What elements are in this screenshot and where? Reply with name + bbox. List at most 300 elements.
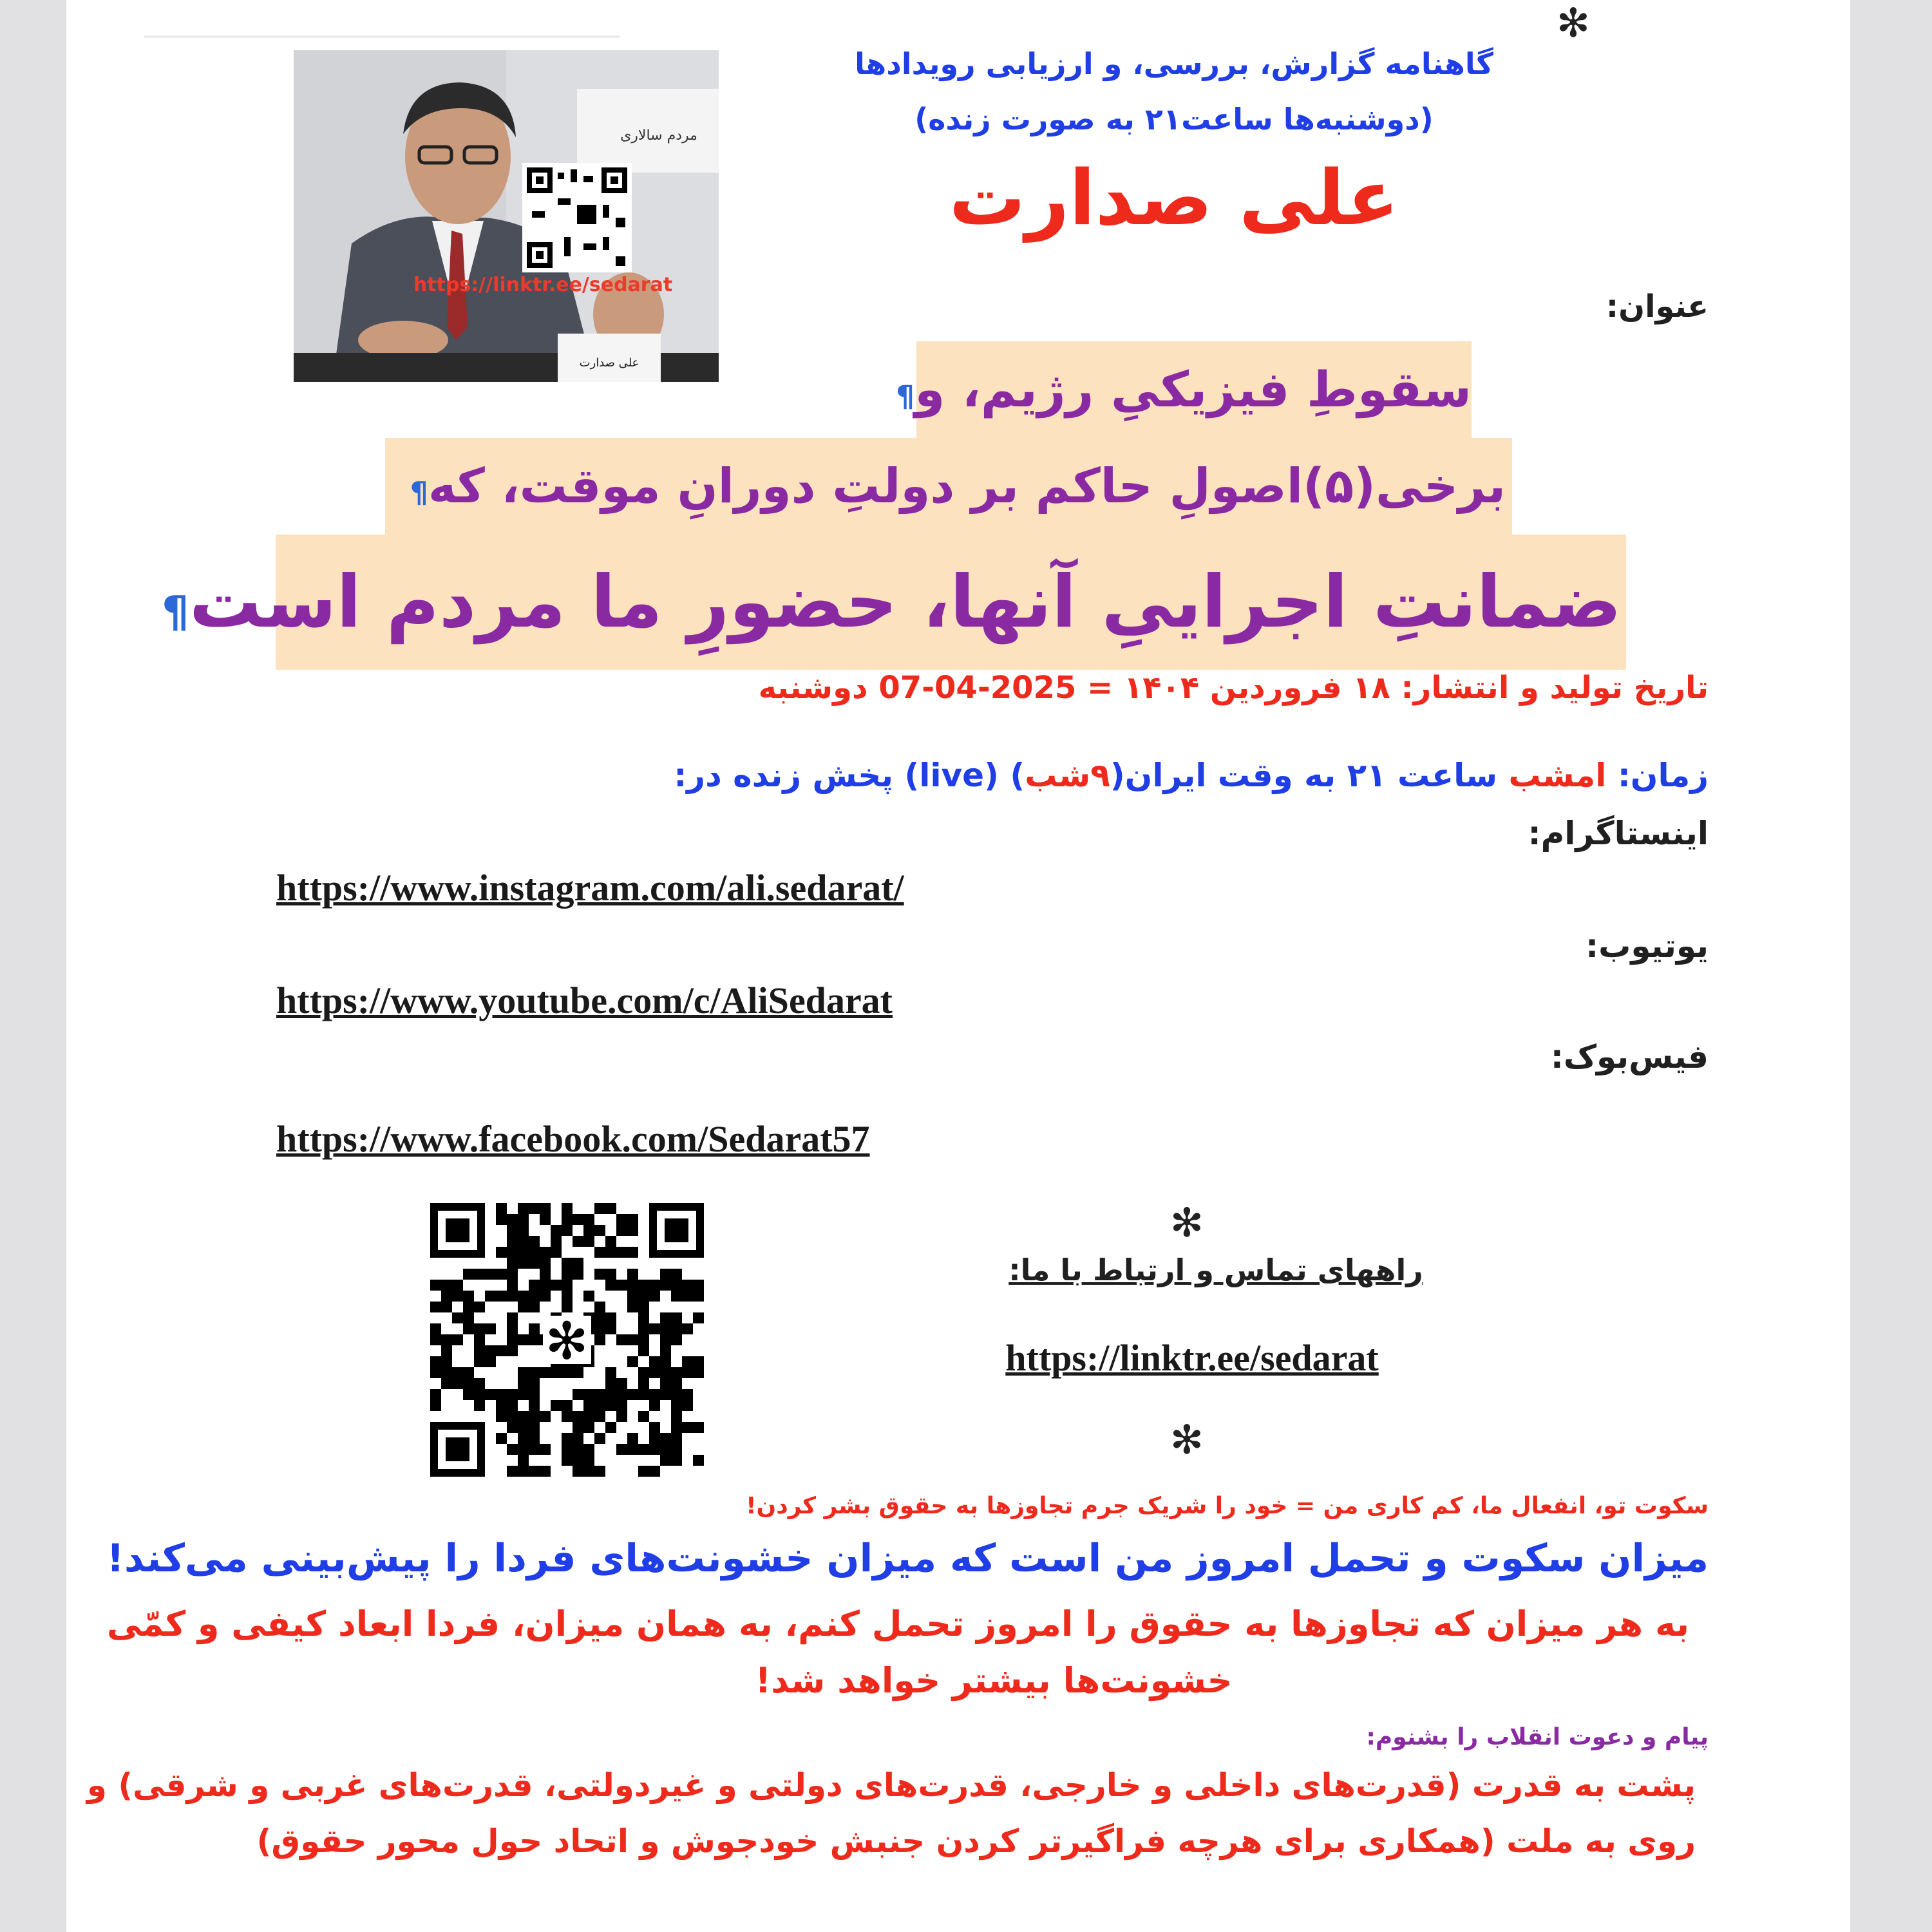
qr-module xyxy=(507,1225,518,1236)
qr-module xyxy=(638,1323,649,1334)
qr-module xyxy=(485,1291,496,1302)
qr-module xyxy=(616,1400,627,1411)
qr-module xyxy=(529,1433,540,1444)
qr-module xyxy=(529,1367,540,1378)
qr-module xyxy=(616,1214,627,1225)
qr-module xyxy=(660,1367,671,1378)
qr-module xyxy=(649,1400,660,1411)
qr-module xyxy=(693,1367,704,1378)
qr-module xyxy=(616,1389,627,1400)
qr-module xyxy=(649,1389,660,1400)
time-tonight: امشب xyxy=(1508,757,1607,794)
photo-sign-text: مردم سالاری xyxy=(620,128,697,144)
qr-module xyxy=(693,1356,704,1367)
qr-module xyxy=(463,1323,474,1334)
qr-module xyxy=(583,1236,594,1247)
qr-module xyxy=(518,1444,529,1455)
qr-module xyxy=(430,1356,441,1367)
qr-module xyxy=(660,1345,671,1356)
qr-module xyxy=(562,1444,573,1455)
qr-module xyxy=(682,1280,693,1291)
qr-module xyxy=(638,1302,649,1312)
qr-module xyxy=(562,1291,573,1302)
qr-module xyxy=(540,1291,551,1302)
author-photo xyxy=(294,50,719,382)
qr-module xyxy=(682,1400,693,1411)
time-end: ) (live) پخش زنده در: xyxy=(674,757,1025,794)
qr-module xyxy=(562,1269,573,1280)
qr-module xyxy=(540,1258,551,1269)
time-nine-pm: ۹شب xyxy=(1025,757,1110,794)
qr-module xyxy=(529,1236,540,1247)
message-purple-small: پیام و دعوت انقلاب را بشنوم: xyxy=(1366,1724,1709,1750)
qr-module xyxy=(518,1302,529,1312)
author-name: علی صدارت xyxy=(949,153,1399,242)
qr-module xyxy=(605,1378,616,1389)
qr-module xyxy=(452,1312,463,1323)
qr-module xyxy=(518,1422,529,1433)
qr-module xyxy=(540,1214,551,1225)
qr-module xyxy=(573,1269,583,1280)
qr-module xyxy=(441,1334,452,1345)
qr-module xyxy=(594,1323,605,1334)
youtube-link[interactable]: https://www.youtube.com/c/AliSedarat xyxy=(276,980,893,1021)
star-icon: ✻ xyxy=(1170,1199,1204,1246)
qr-module xyxy=(616,1247,627,1258)
qr-module xyxy=(638,1367,649,1378)
qr-module xyxy=(649,1291,660,1302)
qr-module xyxy=(474,1378,485,1389)
qr-module xyxy=(573,1411,583,1422)
qr-module xyxy=(682,1422,693,1433)
qr-module xyxy=(605,1269,616,1280)
qr-module xyxy=(573,1433,583,1444)
qr-module xyxy=(638,1389,649,1400)
qr-module xyxy=(605,1400,616,1411)
qr-module xyxy=(463,1367,474,1378)
qr-module xyxy=(463,1389,474,1400)
qr-module xyxy=(430,1367,441,1378)
qr-module xyxy=(627,1291,638,1302)
qr-module xyxy=(507,1422,518,1433)
qr-module xyxy=(507,1323,518,1334)
title-label: عنوان: xyxy=(1605,289,1709,325)
qr-module xyxy=(573,1444,583,1455)
qr-module xyxy=(562,1258,573,1269)
qr-module xyxy=(616,1334,627,1345)
qr-module xyxy=(496,1389,507,1400)
qr-module xyxy=(463,1291,474,1302)
qr-module xyxy=(562,1225,573,1236)
qr-module xyxy=(583,1400,594,1411)
qr-module xyxy=(463,1302,474,1312)
title-line-1-text: سقوطِ فیزیکیِ رژیم، و xyxy=(914,361,1472,418)
qr-module xyxy=(463,1312,474,1323)
qr-module xyxy=(605,1323,616,1334)
qr-module xyxy=(518,1247,529,1258)
qr-module xyxy=(518,1378,529,1389)
qr-module xyxy=(573,1389,583,1400)
instagram-label: اینستاگرام: xyxy=(1528,815,1709,852)
qr-module xyxy=(529,1247,540,1258)
qr-module xyxy=(671,1269,682,1280)
qr-module xyxy=(605,1280,616,1291)
qr-module xyxy=(693,1455,704,1466)
qr-code-icon xyxy=(430,1203,704,1477)
qr-module xyxy=(430,1334,441,1345)
qr-module xyxy=(594,1411,605,1422)
qr-module xyxy=(529,1389,540,1400)
qr-module xyxy=(540,1247,551,1258)
qr-module xyxy=(474,1302,485,1312)
qr-module xyxy=(649,1444,660,1455)
qr-module xyxy=(452,1367,463,1378)
qr-module xyxy=(594,1203,605,1214)
message-red-line-1: به هر میزان که تجاوزها به حقوق را امروز تحمل کنم، به همان میزان، فردا ابعاد کیفی و کمّی xyxy=(106,1604,1689,1644)
qr-module xyxy=(529,1323,540,1334)
qr-module xyxy=(682,1323,693,1334)
qr-module xyxy=(605,1367,616,1378)
qr-module xyxy=(430,1280,441,1291)
contact-label: راههای تماس و ارتباط با ما: xyxy=(1009,1253,1423,1287)
qr-module xyxy=(671,1312,682,1323)
qr-module xyxy=(583,1291,594,1302)
qr-module xyxy=(649,1367,660,1378)
qr-module xyxy=(496,1433,507,1444)
qr-module xyxy=(485,1345,496,1356)
qr-module xyxy=(529,1258,540,1269)
header-line-1: گاهنامه گزارش، بررسی، و ارزیابی رویدادها xyxy=(855,46,1493,81)
qr-module xyxy=(638,1378,649,1389)
qr-module xyxy=(463,1378,474,1389)
qr-module xyxy=(660,1455,671,1466)
qr-module xyxy=(551,1236,562,1247)
qr-module xyxy=(507,1280,518,1291)
qr-module xyxy=(616,1280,627,1291)
qr-module xyxy=(660,1433,671,1444)
header-line-2: (دوشنبه‌ها ساعت۲۱ به صورت زنده) xyxy=(914,102,1434,137)
qr-module xyxy=(649,1422,660,1433)
qr-module xyxy=(474,1389,485,1400)
star-icon: ✻ xyxy=(1557,0,1590,46)
qr-module xyxy=(660,1280,671,1291)
qr-module xyxy=(594,1247,605,1258)
qr-module xyxy=(562,1400,573,1411)
title-line-3 xyxy=(161,535,1622,670)
qr-module xyxy=(594,1433,605,1444)
qr-module xyxy=(693,1422,704,1433)
qr-module xyxy=(452,1291,463,1302)
photo-nameplate: علی صدارت xyxy=(579,356,639,370)
qr-module xyxy=(682,1291,693,1302)
qr-module xyxy=(627,1214,638,1225)
qr-module xyxy=(583,1225,594,1236)
qr-module xyxy=(529,1378,540,1389)
qr-module xyxy=(474,1400,485,1411)
photo-top-rule xyxy=(144,35,620,38)
qr-module xyxy=(693,1291,704,1302)
qr-module xyxy=(518,1367,529,1378)
qr-module xyxy=(616,1378,627,1389)
pilcrow-icon: ¶ xyxy=(896,379,915,413)
qr-module xyxy=(627,1225,638,1236)
qr-module xyxy=(562,1214,573,1225)
qr-module xyxy=(605,1247,616,1258)
qr-module xyxy=(627,1356,638,1367)
qr-module xyxy=(671,1291,682,1302)
qr-module xyxy=(529,1334,540,1345)
qr-module xyxy=(660,1389,671,1400)
qr-module xyxy=(507,1312,518,1323)
title-line-2 xyxy=(385,438,1506,535)
qr-module xyxy=(671,1334,682,1345)
qr-module xyxy=(638,1345,649,1356)
qr-module xyxy=(594,1334,605,1345)
qr-module xyxy=(529,1203,540,1214)
qr-module xyxy=(671,1367,682,1378)
qr-module xyxy=(583,1466,594,1477)
qr-module xyxy=(496,1411,507,1422)
qr-module xyxy=(671,1444,682,1455)
qr-module xyxy=(627,1334,638,1345)
qr-module xyxy=(507,1291,518,1302)
qr-module xyxy=(474,1345,485,1356)
qr-module xyxy=(660,1323,671,1334)
qr-module xyxy=(485,1389,496,1400)
contact-link[interactable]: https://linktr.ee/sedarat xyxy=(1005,1337,1379,1379)
qr-module xyxy=(616,1411,627,1422)
qr-module xyxy=(627,1269,638,1280)
qr-module xyxy=(430,1389,441,1400)
time-line xyxy=(582,757,1709,794)
qr-module xyxy=(551,1280,562,1291)
document-page xyxy=(66,0,1850,1932)
qr-module xyxy=(507,1389,518,1400)
qr-module xyxy=(507,1214,518,1225)
qr-module xyxy=(627,1433,638,1444)
qr-module xyxy=(540,1269,551,1280)
qr-module xyxy=(616,1225,627,1236)
title-line-3-text: ضمانتِ اجراییِ آنها، حضورِ ما مردم است xyxy=(189,560,1622,644)
qr-module xyxy=(671,1400,682,1411)
qr-module xyxy=(671,1280,682,1291)
qr-module xyxy=(518,1225,529,1236)
qr-module xyxy=(573,1466,583,1477)
qr-module xyxy=(594,1389,605,1400)
qr-module xyxy=(562,1280,573,1291)
qr-module xyxy=(529,1466,540,1477)
qr-module xyxy=(671,1411,682,1422)
qr-module xyxy=(583,1411,594,1422)
qr-module xyxy=(551,1247,562,1258)
qr-module xyxy=(507,1269,518,1280)
qr-module xyxy=(562,1411,573,1422)
qr-module xyxy=(562,1433,573,1444)
qr-module xyxy=(529,1400,540,1411)
qr-module xyxy=(638,1334,649,1345)
qr-module xyxy=(518,1334,529,1345)
qr-module xyxy=(682,1389,693,1400)
qr-module xyxy=(627,1444,638,1455)
qr-module xyxy=(660,1312,671,1323)
qr-module xyxy=(518,1236,529,1247)
qr-module xyxy=(507,1258,518,1269)
qr-module xyxy=(594,1302,605,1312)
qr-module xyxy=(507,1466,518,1477)
title-line-2-text: برخی(۵)اصولِ حاکم بر دولتِ دورانِ موقت، که xyxy=(428,459,1506,514)
qr-module xyxy=(441,1367,452,1378)
qr-module xyxy=(573,1236,583,1247)
qr-module xyxy=(638,1291,649,1302)
youtube-label: یوتیوب: xyxy=(1586,927,1709,965)
message-big-blue: میزان سکوت و تحمل امروز من است که میزان خشونت‌های فردا را پیش‌بینی می‌کند! xyxy=(106,1536,1709,1581)
qr-module xyxy=(529,1422,540,1433)
qr-module xyxy=(605,1203,616,1214)
message-final-line-1: پشت به قدرت (قدرت‌های داخلی و خارجی، قدرت‌های دولتی و غیردولتی، قدرت‌های غربی و شرقی) و xyxy=(86,1766,1696,1804)
qr-module xyxy=(441,1345,452,1356)
qr-module xyxy=(496,1345,507,1356)
qr-module xyxy=(594,1466,605,1477)
qr-module xyxy=(627,1247,638,1258)
qr-module xyxy=(518,1433,529,1444)
qr-module xyxy=(496,1247,507,1258)
qr-module xyxy=(693,1312,704,1323)
qr-module xyxy=(660,1444,671,1455)
qr-module xyxy=(518,1203,529,1214)
facebook-label: فیس‌بوک: xyxy=(1550,1038,1709,1075)
qr-module xyxy=(605,1389,616,1400)
qr-module xyxy=(627,1302,638,1312)
qr-module xyxy=(638,1466,649,1477)
facebook-link[interactable]: https://www.facebook.com/Sedarat57 xyxy=(276,1118,870,1160)
qr-module xyxy=(660,1378,671,1389)
qr-module xyxy=(441,1378,452,1389)
svg-text:✻: ✻ xyxy=(545,1311,589,1371)
qr-module xyxy=(551,1225,562,1236)
qr-module xyxy=(693,1280,704,1291)
star-icon: ✻ xyxy=(1170,1416,1204,1463)
qr-module xyxy=(507,1334,518,1345)
qr-module xyxy=(540,1466,551,1477)
qr-module xyxy=(583,1455,594,1466)
qr-module xyxy=(441,1291,452,1302)
qr-module xyxy=(671,1455,682,1466)
qr-module xyxy=(529,1280,540,1291)
qr-module xyxy=(682,1367,693,1378)
qr-module xyxy=(507,1411,518,1422)
qr-module xyxy=(605,1422,616,1433)
qr-module xyxy=(518,1214,529,1225)
qr-module xyxy=(452,1280,463,1291)
qr-module xyxy=(594,1225,605,1236)
qr-module xyxy=(507,1345,518,1356)
qr-module xyxy=(627,1389,638,1400)
qr-module xyxy=(496,1269,507,1280)
qr-module xyxy=(474,1356,485,1367)
qr-module xyxy=(573,1455,583,1466)
qr-module xyxy=(671,1323,682,1334)
qr-module xyxy=(430,1400,441,1411)
qr-module xyxy=(605,1312,616,1323)
qr-module xyxy=(583,1214,594,1225)
pilcrow-icon: ¶ xyxy=(410,477,428,509)
qr-module xyxy=(671,1378,682,1389)
qr-module xyxy=(649,1356,660,1367)
qr-module xyxy=(518,1291,529,1302)
date-line: تاریخ تولید و انتشار: ۱۸ فروردین ۱۴۰۴ = 2025-04-07 دوشنبه xyxy=(758,670,1709,706)
qr-module xyxy=(485,1269,496,1280)
qr-module xyxy=(540,1444,551,1455)
qr-module xyxy=(605,1236,616,1247)
qr-module xyxy=(507,1236,518,1247)
qr-module xyxy=(594,1400,605,1411)
qr-module xyxy=(474,1269,485,1280)
qr-module xyxy=(583,1422,594,1433)
instagram-link[interactable]: https://www.instagram.com/ali.sedarat/ xyxy=(276,867,904,909)
qr-module xyxy=(638,1444,649,1455)
qr-module xyxy=(441,1280,452,1291)
qr-module xyxy=(594,1312,605,1323)
message-red-line-2: خشونت‌ها بیشتر خواهد شد! xyxy=(755,1660,1233,1701)
qr-module xyxy=(649,1433,660,1444)
qr-module xyxy=(616,1444,627,1455)
qr-module xyxy=(573,1214,583,1225)
qr-module xyxy=(474,1323,485,1334)
qr-module xyxy=(540,1411,551,1422)
qr-module xyxy=(638,1280,649,1291)
qr-module xyxy=(441,1302,452,1312)
qr-module xyxy=(529,1444,540,1455)
qr-module xyxy=(452,1334,463,1345)
qr-module xyxy=(518,1389,529,1400)
qr-module xyxy=(627,1280,638,1291)
qr-module xyxy=(485,1356,496,1367)
qr-module xyxy=(649,1280,660,1291)
qr-module xyxy=(660,1356,671,1367)
qr-module xyxy=(649,1323,660,1334)
time-label: زمان: xyxy=(1617,757,1709,794)
qr-module xyxy=(594,1269,605,1280)
qr-module xyxy=(573,1422,583,1433)
qr-module xyxy=(496,1400,507,1411)
message-small-red: سکوت تو، انفعال ما، کم کاری من = خود را شریک جرم تجاوزها به حقوق بشر کردن! xyxy=(746,1493,1709,1519)
qr-module xyxy=(485,1323,496,1334)
qr-module xyxy=(562,1203,573,1214)
qr-module xyxy=(496,1214,507,1225)
qr-module xyxy=(540,1280,551,1291)
qr-module xyxy=(540,1203,551,1214)
qr-module xyxy=(529,1291,540,1302)
qr-module xyxy=(430,1302,441,1312)
qr-module xyxy=(671,1389,682,1400)
qr-module xyxy=(518,1411,529,1422)
qr-module xyxy=(638,1312,649,1323)
qr-module xyxy=(682,1356,693,1367)
title-line-1 xyxy=(896,341,1472,438)
qr-module xyxy=(583,1444,594,1455)
qr-module xyxy=(649,1466,660,1477)
photo-link-overlay: https://linktr.ee/sedarat xyxy=(413,274,673,296)
qr-module xyxy=(551,1400,562,1411)
qr-module xyxy=(430,1323,441,1334)
qr-module xyxy=(660,1334,671,1345)
qr-module xyxy=(518,1455,529,1466)
qr-module xyxy=(441,1356,452,1367)
qr-module xyxy=(518,1258,529,1269)
qr-module xyxy=(496,1291,507,1302)
qr-module xyxy=(518,1466,529,1477)
qr-module xyxy=(452,1378,463,1389)
